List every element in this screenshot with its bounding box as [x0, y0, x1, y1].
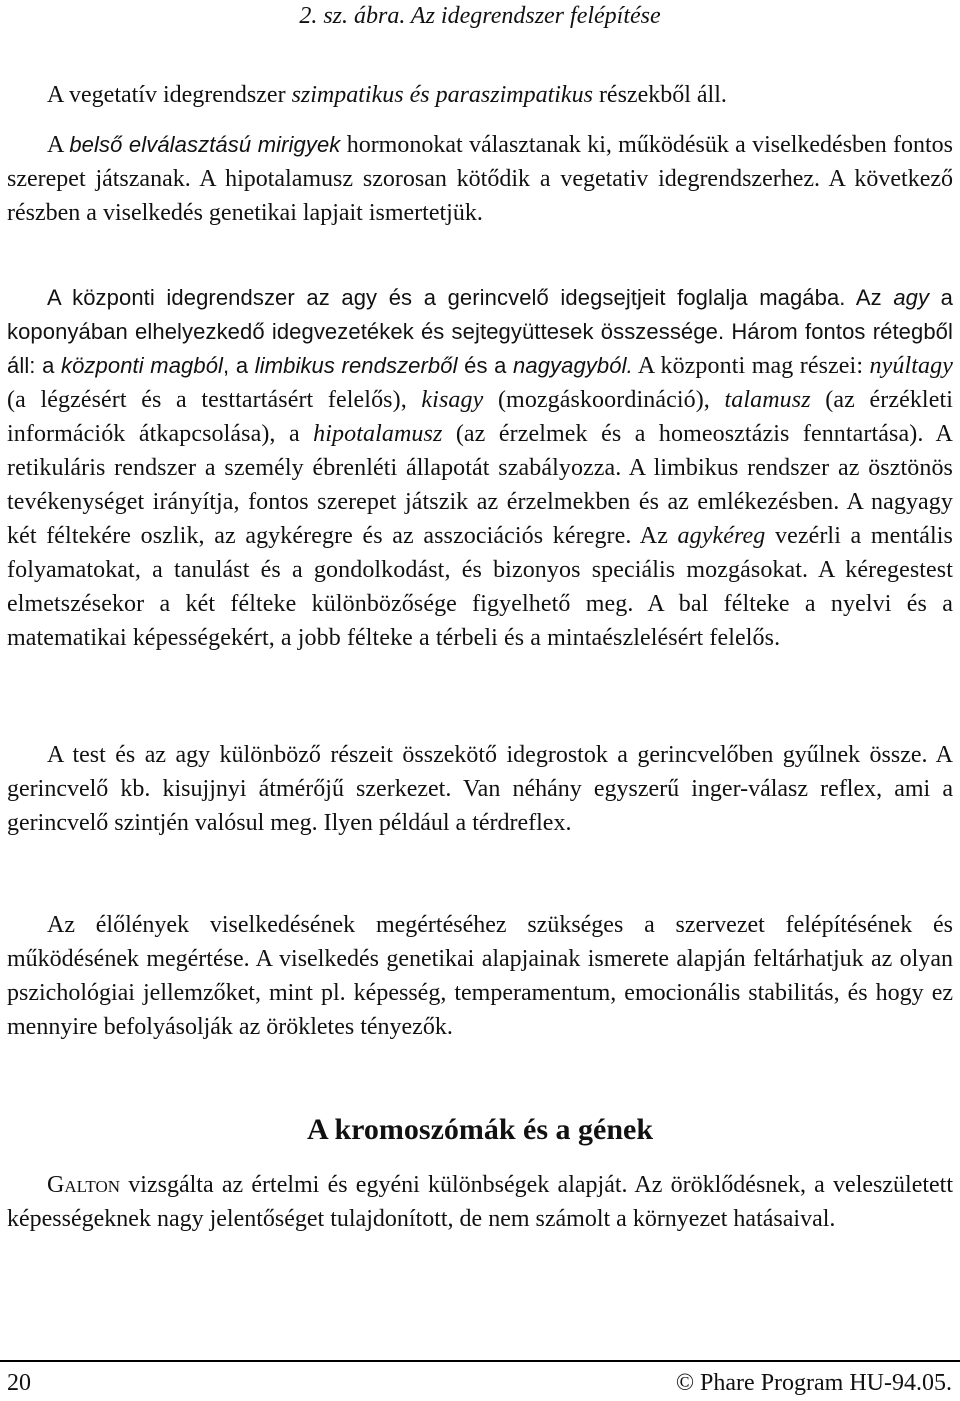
page-number: 20 [7, 1370, 31, 1396]
paragraph-galton: Galton vizsgálta az értelmi és egyéni különbségek alapját. Az öröklődésnek, a veleszületett képességeknek nagy jelentőséget tulajdonított, de nem számolt a környezet hatásaival. [7, 1172, 953, 1232]
paragraph-glands: A belső elválasztású mirigyek hormonokat választanak ki, működésük a viselkedésben fontos szerepet játszanak. A hipotalamusz szorosan kötődik a vegetativ idegrendszerhez. A következő részben a viselkedés genetikai lapjait ismertetjük. [7, 132, 953, 226]
paragraph-spinal-cord: A test és az agy különböző részeit összekötő idegrostok a gerincvelőben gyűlnek össze. A gerincvelő kb. kisujjnyi átmérőjű szerkezet. Van néhány egyszerű inger-válasz reflex, ami a gerincvelő szintjén valósul meg. Ilyen például a térdreflex. [7, 742, 953, 836]
copyright-notice: © Phare Program HU-94.05. [675, 1370, 952, 1396]
figure-caption: 2. sz. ábra. Az idegrendszer felépítése [299, 3, 661, 29]
paragraph-behavior: Az élőlények viselkedésének megértéséhez szükséges a szervezet felépítésének és működésének megértése. A viselkedés genetikai alapjainak ismerete alapján feltárhatjuk az olyan pszichológiai jellemzőket, mint pl. képesség, temperamentum, emocionális stabilitás, és hogy ez mennyire befolyásolják az örökletes tényezők. [7, 912, 953, 1040]
paragraph-central-nervous-system: A központi idegrendszer az agy és a gerincvelő idegsejtjeit foglalja magába. Az agy a koponyában elhelyezkedő idegvezetékek és sejtegyüttesek összessége. Három fontos rétegből áll: a központi magból, a limbikus rendszerből és a nagyagyból. A központi mag részei: nyúltagy (a légzésért és a testtartásért felelős), kisagy (mozgáskoordináció), talamusz (az érzékleti információk átkapcsolása), a hipotalamusz (az érzelmek és a homeosztázis fenntartása). A retikuláris rendszer a személy ébrenléti állapotát szabályozza. A limbikus rendszer az ösztönös tevékenységet irányítja, fontos szerepet játszik az érzelmekben és az emlékezésben. A nagyagy két féltekére oszlik, az agykéregre és az asszociációs kéregre. Az agykéreg vezérli a mentális folyamatokat, a tanulást és a gondolkodást, és bizonyos speciális mozgásokat. A kéregestest elmetszésekor a két félteke különbözősége figyelhető meg. A bal félteke a nyelvi és a matematikai képességekért, a jobb félteke a térbeli és a mintaészlelésért felelős. [7, 285, 953, 651]
section-heading: A kromoszómák és a gének [306, 1113, 654, 1146]
paragraph-vegetative: A vegetatív idegrendszer szimpatikus és paraszimpatikus részekből áll. [47, 82, 727, 108]
footer-divider [0, 1360, 960, 1362]
